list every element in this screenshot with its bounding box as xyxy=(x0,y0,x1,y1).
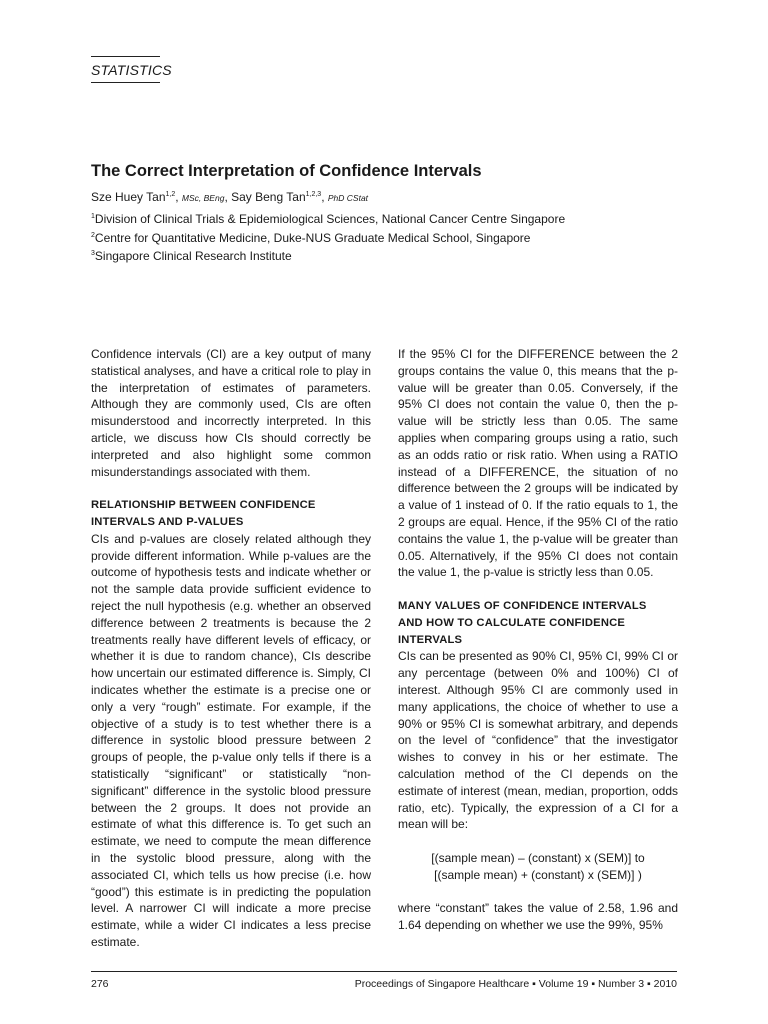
affiliation-number: 2 xyxy=(91,231,95,239)
affiliation-number: 3 xyxy=(91,250,95,257)
section-tag-bottom-rule xyxy=(91,82,160,83)
section-heading-line: AND HOW TO CALCULATE CONFIDENCE xyxy=(398,616,626,629)
affiliation-text: Centre for Quantitative Medicine, Duke-NUS Graduate Medical School, Singapore xyxy=(94,230,531,245)
section-heading xyxy=(398,598,678,648)
author-superscript: 1,2,3 xyxy=(305,191,322,198)
formula-line: [(sample mean) + (constant) x (SEM)] ) xyxy=(434,867,642,882)
section-heading-line: INTERVALS AND P-VALUES xyxy=(91,515,244,528)
affiliations xyxy=(91,209,565,265)
author-name: Sze Huey Tan xyxy=(91,190,166,204)
formula-line: [(sample mean) – (constant) x (SEM)] to xyxy=(431,850,645,865)
author-degrees: PhD CStat xyxy=(327,193,369,203)
journal-citation: Proceedings of Singapore Healthcare ▪ Volume 19 ▪ Number 3 ▪ 2010 xyxy=(354,978,677,990)
right-column xyxy=(398,346,678,934)
affiliation-text: Division of Clinical Trials & Epidemiological Sciences, National Cancer Centre Singapore xyxy=(94,212,566,226)
affiliation-item xyxy=(91,209,565,228)
body-paragraph: If the 95% CI for the DIFFERENCE between the 2 groups contains the value 0, this means that the p-value will be greater than 0.05. Conversely, if the 95% CI does not contain the value 0, then the p-value will be strictly less than 0.05. The same applies when comparing groups using a ratio, such as an odds ratio or risk ratio. When using a RATIO instead of a DIFFERENCE, the situation of no difference between the 2 groups will be indicated by a value of 1 instead of 0. If the ratio equals to 1, the 2 groups are equal. Hence, if the 95% CI of the ratio contains the value 1, the p-value will be greater than 0.05. Alternatively, if the 95% CI does not contain the value 1, the p-value is strictly less than 0.05. xyxy=(398,347,678,580)
affiliation-text: Singapore Clinical Research Institute xyxy=(94,249,292,263)
author-line: Sze Huey Tan$^{1,2}$, MSc, BEng, Say Beng Tan$^{1,2,3}$, PhD CStat xyxy=(91,190,369,204)
page-number: 276 xyxy=(91,978,109,990)
section-tag xyxy=(91,56,172,83)
body-paragraph: CIs can be presented as 90% CI, 95% CI, 99% CI or any percentage (between 0% and 100%) CI of interest. Although 95% CI are commonly used in many applications, the choice of whether to use a 90% or 95% CI is somewhat arbitrary, and depends on the level of “confidence” that the investigator wishes to convey in his or her estimate. The calculation method of the CI depends on the estimate of interest (mean, median, proportion, odds ratio, etc). Typically, the expression of a CI for a mean will be: xyxy=(398,649,678,832)
section-heading-line: INTERVALS xyxy=(398,633,463,646)
section-heading-line: MANY VALUES OF CONFIDENCE INTERVALS xyxy=(398,599,647,612)
section-heading xyxy=(91,497,371,531)
article-title: The Correct Interpretation of Confidence Intervals xyxy=(91,162,482,180)
affiliation-item xyxy=(91,228,565,247)
author-degrees: MSc, BEng xyxy=(181,193,225,203)
affiliation-number: 1 xyxy=(91,213,95,220)
page-footer xyxy=(91,971,677,990)
ci-formula xyxy=(398,850,678,884)
body-paragraph: where “constant” takes the value of 2.58, 1.96 and 1.64 depending on whether we use the 99%, 95% xyxy=(398,901,678,933)
author-name: Say Beng Tan xyxy=(231,190,306,204)
left-column xyxy=(91,346,371,951)
section-heading-line: RELATIONSHIP BETWEEN CONFIDENCE xyxy=(91,499,316,512)
section-tag-label: STATISTICS xyxy=(91,62,172,78)
body-paragraph: CIs and p-values are closely related although they provide different information. While p-values are the outcome of hypothesis tests and indicate whether or not the sample data provide sufficient evidence to reject the null hypothesis (e.g. whether an observed difference between 2 treatments is because the 2 treatments really have different levels of efficacy, or whether it is due to random chance), CIs describe how uncertain our estimated difference is. Simply, CI indicates whether the estimate is a precise one or only a very “rough” estimate. For example, if the objective of a study is to test whether there is a difference in systolic blood pressure between 2 groups of people, the p-value only tells if there is a statistically “significant” or statistically “non-significant” difference in the systolic blood pressure between the 2 groups. It does not provide an estimate of what this difference is. To get such an estimate, we need to compute the mean difference in the systolic blood pressure, along with the associated CI, which tells us how precise (i.e. how “good”) this estimate is in predicting the population level. A narrower CI will indicate a more precise estimate, while a wider CI indicates a less precise estimate. xyxy=(91,531,371,949)
intro-paragraph: Confidence intervals (CI) are a key output of many statistical analyses, and have a critical role to play in the interpretation of estimates of parameters. Although they are commonly used, CIs are often misunderstood and incorrectly interpreted. In this article, we discuss how CIs should correctly be interpreted and also highlight some common misunderstandings associated with them. xyxy=(91,347,371,479)
affiliation-item xyxy=(91,246,565,265)
author-superscript: 1,2 xyxy=(165,191,176,198)
